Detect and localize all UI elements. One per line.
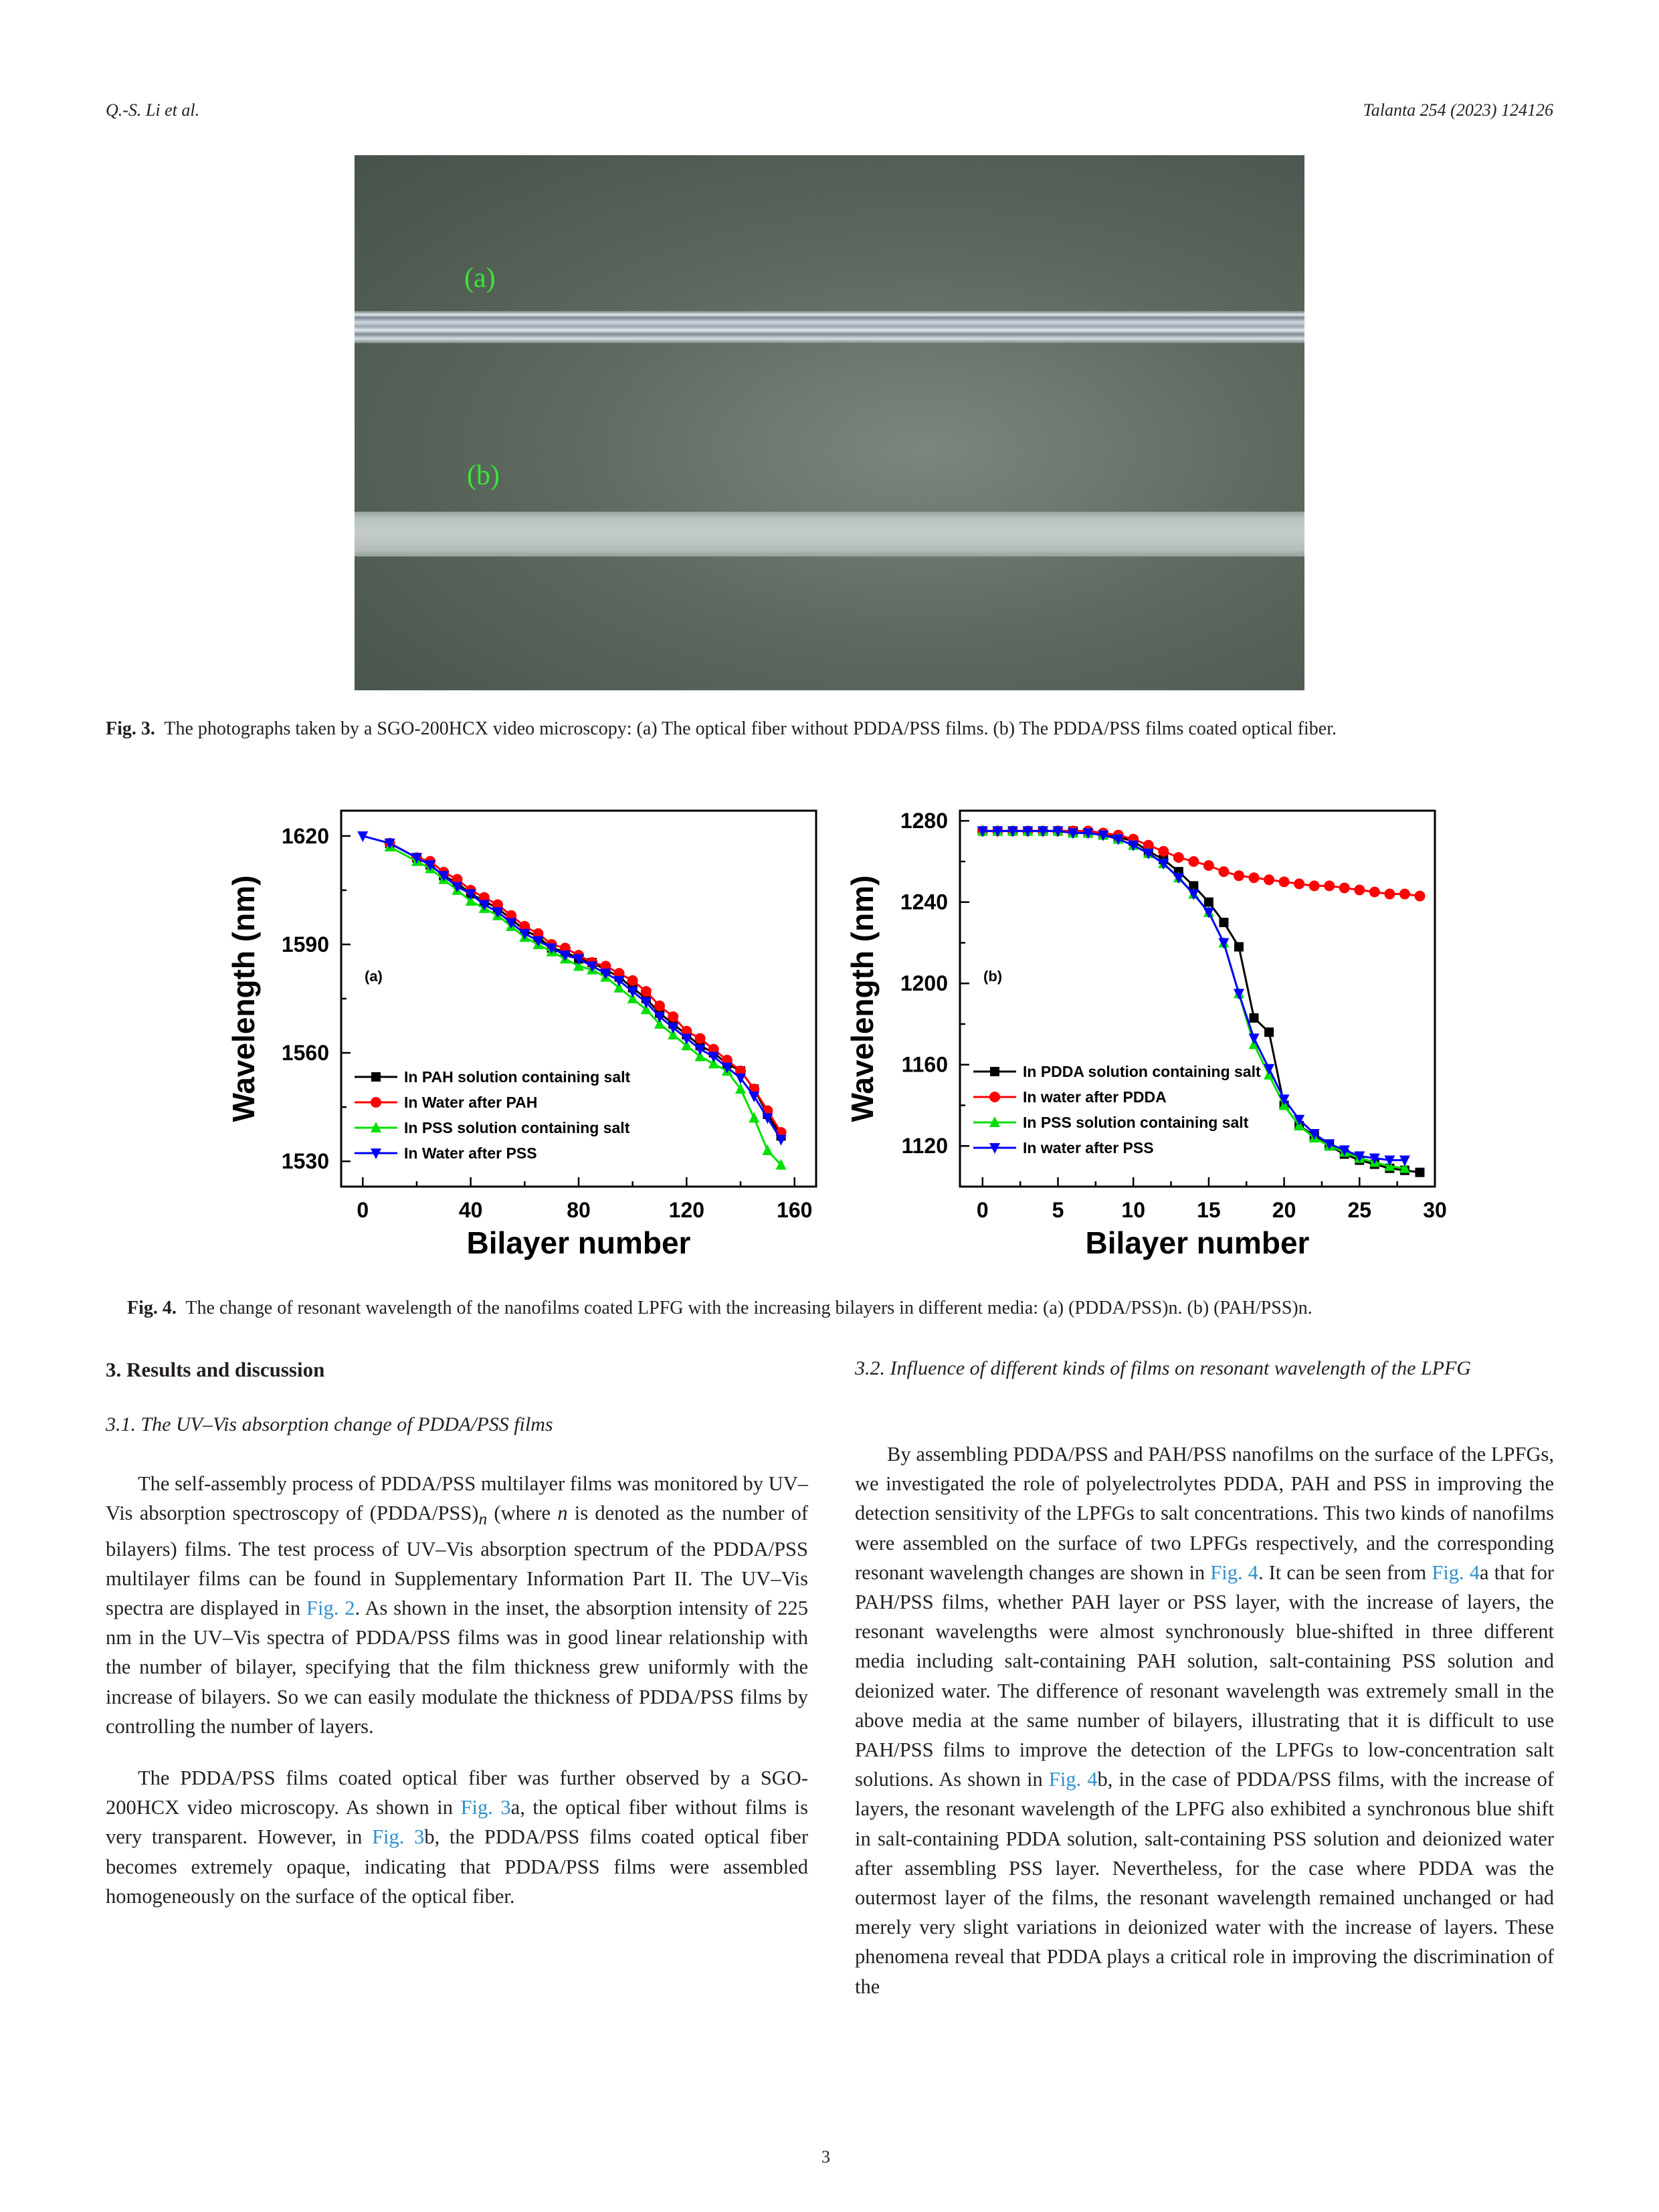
- data-point: [1203, 860, 1214, 871]
- data-point: [1354, 884, 1365, 895]
- series-line: [390, 847, 781, 1165]
- data-point: [1173, 852, 1184, 863]
- legend-marker: [990, 1067, 999, 1076]
- data-point: [668, 1011, 678, 1022]
- x-tick-label: 20: [1272, 1198, 1296, 1222]
- running-header-journal: Talanta 254 (2023) 124126: [1363, 100, 1553, 120]
- data-point: [1250, 1013, 1259, 1023]
- data-point: [1219, 918, 1228, 927]
- text-run: a, the optical fiber without films is very transparent. However, in: [106, 1796, 809, 1849]
- data-point: [1188, 856, 1199, 867]
- x-tick-label: 0: [357, 1198, 369, 1222]
- data-point: [1384, 889, 1395, 900]
- y-tick-label: 1560: [281, 1041, 329, 1066]
- series-line: [983, 831, 1420, 896]
- x-tick-label: 30: [1423, 1198, 1447, 1222]
- subscript-n: n: [478, 1510, 488, 1529]
- y-tick-label: 1530: [281, 1149, 329, 1174]
- data-point: [1158, 846, 1169, 857]
- data-point: [1249, 872, 1260, 883]
- section-heading-results: 3. Results and discussion: [106, 1358, 325, 1381]
- text-run: By assembling PDDA/PSS and PAH/PSS nanofilms on the surface of the LPFGs, we investigated the role of polyelectrolytes PDDA, PAH and PSS in improving the detection sensitivity of the LPFGs to salt concentrations. This two kinds of nanofilms were assembled on the surface of two LPFGs respectively, and the corresponding resonant wavelength changes are shown in: [855, 1443, 1554, 1584]
- data-point: [627, 975, 638, 986]
- data-point: [1415, 1168, 1424, 1177]
- data-point: [749, 1112, 759, 1122]
- photo-label-b: (b): [467, 460, 500, 491]
- data-point: [1339, 882, 1350, 893]
- data-point: [1234, 942, 1244, 952]
- y-tick-label: 1200: [900, 971, 948, 996]
- series-line: [390, 843, 781, 1132]
- y-axis-label: Wavelength (nm): [845, 875, 880, 1122]
- figure-link[interactable]: Fig. 4: [1048, 1768, 1098, 1791]
- y-axis-label: Wavelength (nm): [226, 875, 261, 1122]
- y-tick-label: 1120: [901, 1134, 948, 1159]
- text-run: a that for PAH/PSS films, whether PAH layer or PSS layer, with the increase of layers, the resonant wavelengths were almost synchronously blue-shifted in three different media including salt-containing PAH solution, salt-containing PSS solution and deionized water. The difference of resonant wavelength was extremely small in the above media at the same number of bilayers, illustrating that it is difficult to use PAH/PSS films to improve the detection of the LPFGs to low-concentration salt solutions. As shown in: [855, 1561, 1554, 1791]
- data-point: [1294, 878, 1304, 889]
- y-tick-label: 1590: [281, 932, 329, 957]
- series-line: [390, 843, 781, 1136]
- paragraph-uvvis-2: [106, 1763, 808, 1911]
- text-run: b, in the case of PDDA/PSS films, with the increase of layers, the resonant wavelength of the LPFG also exhibited a synchronous blue shift in salt-containing PDDA solution, salt-containing PSS solution and deionized water after assembling PSS layer. Nevertheless, for the case where PDDA was the outermost layer of the films, the resonant wavelength remained unchanged or had merely very slight variations in deionized water with the increase of layers. These phenomena reveal that PDDA plays a critical role in improving the discrimination of the: [855, 1768, 1555, 1998]
- figure-link[interactable]: Fig. 4: [1210, 1561, 1258, 1584]
- text-run: . As shown in the inset, the absorption intensity of 225 nm in the UV–Vis spectra of PDDA/PSS films was in good linear relationship with the number of bilayer, specifying that the film thickness grew uniformly with the increase of bilayers. So we can easily modulate the thickness of PDDA/PSS films by controlling the number of layers.: [106, 1596, 808, 1738]
- x-tick-label: 15: [1197, 1198, 1221, 1222]
- figure4a-chart-container: [211, 796, 833, 1288]
- figure3-caption-label: Fig. 3.: [106, 718, 155, 739]
- photo-label-a: (a): [464, 263, 496, 294]
- x-axis-label: Bilayer number: [466, 1225, 691, 1260]
- legend-entry: In PSS solution containing salt: [1023, 1114, 1249, 1131]
- figure-link[interactable]: Fig. 4: [1432, 1561, 1480, 1584]
- paragraph-uvvis-1: [106, 1469, 808, 1741]
- data-point: [1234, 870, 1244, 881]
- figure-link[interactable]: Fig. 3: [372, 1825, 425, 1849]
- y-tick-label: 1280: [900, 809, 948, 833]
- figure4b-chart: [833, 796, 1462, 1284]
- legend-entry: In PAH solution containing salt: [404, 1068, 631, 1086]
- data-point: [695, 1033, 706, 1043]
- data-point: [1264, 1027, 1274, 1037]
- x-axis-label: Bilayer number: [1085, 1225, 1310, 1260]
- x-tick-label: 80: [567, 1198, 591, 1222]
- figure3-caption: [106, 717, 1557, 741]
- data-point: [1309, 880, 1320, 891]
- data-point: [1369, 887, 1380, 898]
- data-point: [1204, 898, 1213, 907]
- page-number: 3: [821, 2147, 830, 2167]
- text-run: b, the PDDA/PSS films coated optical fiber becomes extremely opaque, indicating that PDDA/PSS films were assembled homogeneously on the surface of the optical fiber.: [106, 1825, 808, 1908]
- running-header-authors: Q.-S. Li et al.: [106, 100, 200, 120]
- data-point: [1399, 889, 1410, 900]
- data-point: [762, 1144, 773, 1155]
- legend-entry: In PSS solution containing salt: [404, 1119, 630, 1136]
- figure4-caption: [127, 1296, 1545, 1320]
- data-point: [1324, 880, 1335, 891]
- data-point: [641, 986, 652, 997]
- y-tick-label: 1240: [900, 890, 948, 914]
- series-line: [983, 831, 1405, 1160]
- text-run: is denoted as the number of bilayers) films. The test process of UV–Vis absorption spectrum of the PDDA/PSS multilayer films can be found in Supplementary Information Part II. The UV–Vis spectra are displayed in: [106, 1502, 809, 1619]
- data-point: [1218, 866, 1229, 877]
- figure-link[interactable]: Fig. 2: [306, 1596, 355, 1619]
- data-point: [654, 1001, 665, 1011]
- x-tick-label: 5: [1052, 1198, 1064, 1222]
- data-point: [1414, 891, 1425, 902]
- text-run: The self-assembly process of PDDA/PSS multilayer films was monitored by UV–Vis absorption spectroscopy of (PDDA/PSS): [106, 1472, 808, 1525]
- legend-entry: In Water after PSS: [404, 1144, 537, 1162]
- panel-label: (b): [983, 968, 1003, 985]
- data-series: [977, 825, 1426, 901]
- figure4-caption-label: Fig. 4.: [127, 1298, 177, 1318]
- x-tick-label: 10: [1121, 1198, 1146, 1222]
- subsection-heading-uvvis: 3.1. The UV–Vis absorption change of PDDA/PSS films: [106, 1413, 553, 1435]
- x-tick-label: 0: [976, 1198, 989, 1222]
- x-tick-label: 40: [458, 1198, 483, 1222]
- legend-entry: In Water after PAH: [404, 1094, 538, 1111]
- figure-link[interactable]: Fig. 3: [460, 1796, 511, 1819]
- figure3-photo: [355, 155, 1304, 690]
- italic-n: n: [557, 1502, 568, 1525]
- coated-fiber-image: [355, 512, 1304, 557]
- data-point: [1249, 1033, 1260, 1044]
- y-tick-label: 1160: [901, 1052, 948, 1077]
- figure4b-chart-container: [833, 796, 1462, 1288]
- text-run: (where: [487, 1502, 558, 1525]
- paragraph-films: [855, 1439, 1554, 2001]
- legend-entry: In water after PDDA: [1023, 1088, 1167, 1106]
- panel-label: (a): [365, 968, 383, 985]
- text-run: The PDDA/PSS films coated optical fiber was further observed by a SGO-200HCX video microscopy. As shown in: [106, 1767, 808, 1819]
- y-tick-label: 1620: [281, 823, 329, 848]
- x-tick-label: 160: [777, 1198, 813, 1222]
- legend-marker: [989, 1092, 1000, 1102]
- legend-entry: In PDDA solution containing salt: [1023, 1063, 1261, 1080]
- figure4-caption-text: The change of resonant wavelength of the nanofilms coated LPFG with the increasing bilayers in different media: (a) (PDDA/PSS)n. (b) (PAH/PSS)n.: [185, 1298, 1312, 1318]
- figure4a-chart: [211, 796, 833, 1284]
- x-tick-label: 120: [668, 1198, 705, 1222]
- x-tick-label: 25: [1347, 1198, 1372, 1222]
- data-point: [1264, 874, 1274, 885]
- legend-entry: In water after PSS: [1023, 1139, 1154, 1157]
- subsection-heading-films: 3.2. Influence of different kinds of films on resonant wavelength of the LPFG: [855, 1357, 1471, 1379]
- text-run: . It can be seen from: [1258, 1561, 1432, 1584]
- legend-marker: [371, 1097, 381, 1108]
- legend-marker: [371, 1072, 381, 1082]
- figure3-caption-text: The photographs taken by a SGO-200HCX video microscopy: (a) The optical fiber without PDDA/PSS films. (b) The PDDA/PSS films coated optical fiber.: [164, 718, 1337, 739]
- data-point: [1279, 876, 1290, 887]
- uncoated-fiber-image: [355, 311, 1304, 343]
